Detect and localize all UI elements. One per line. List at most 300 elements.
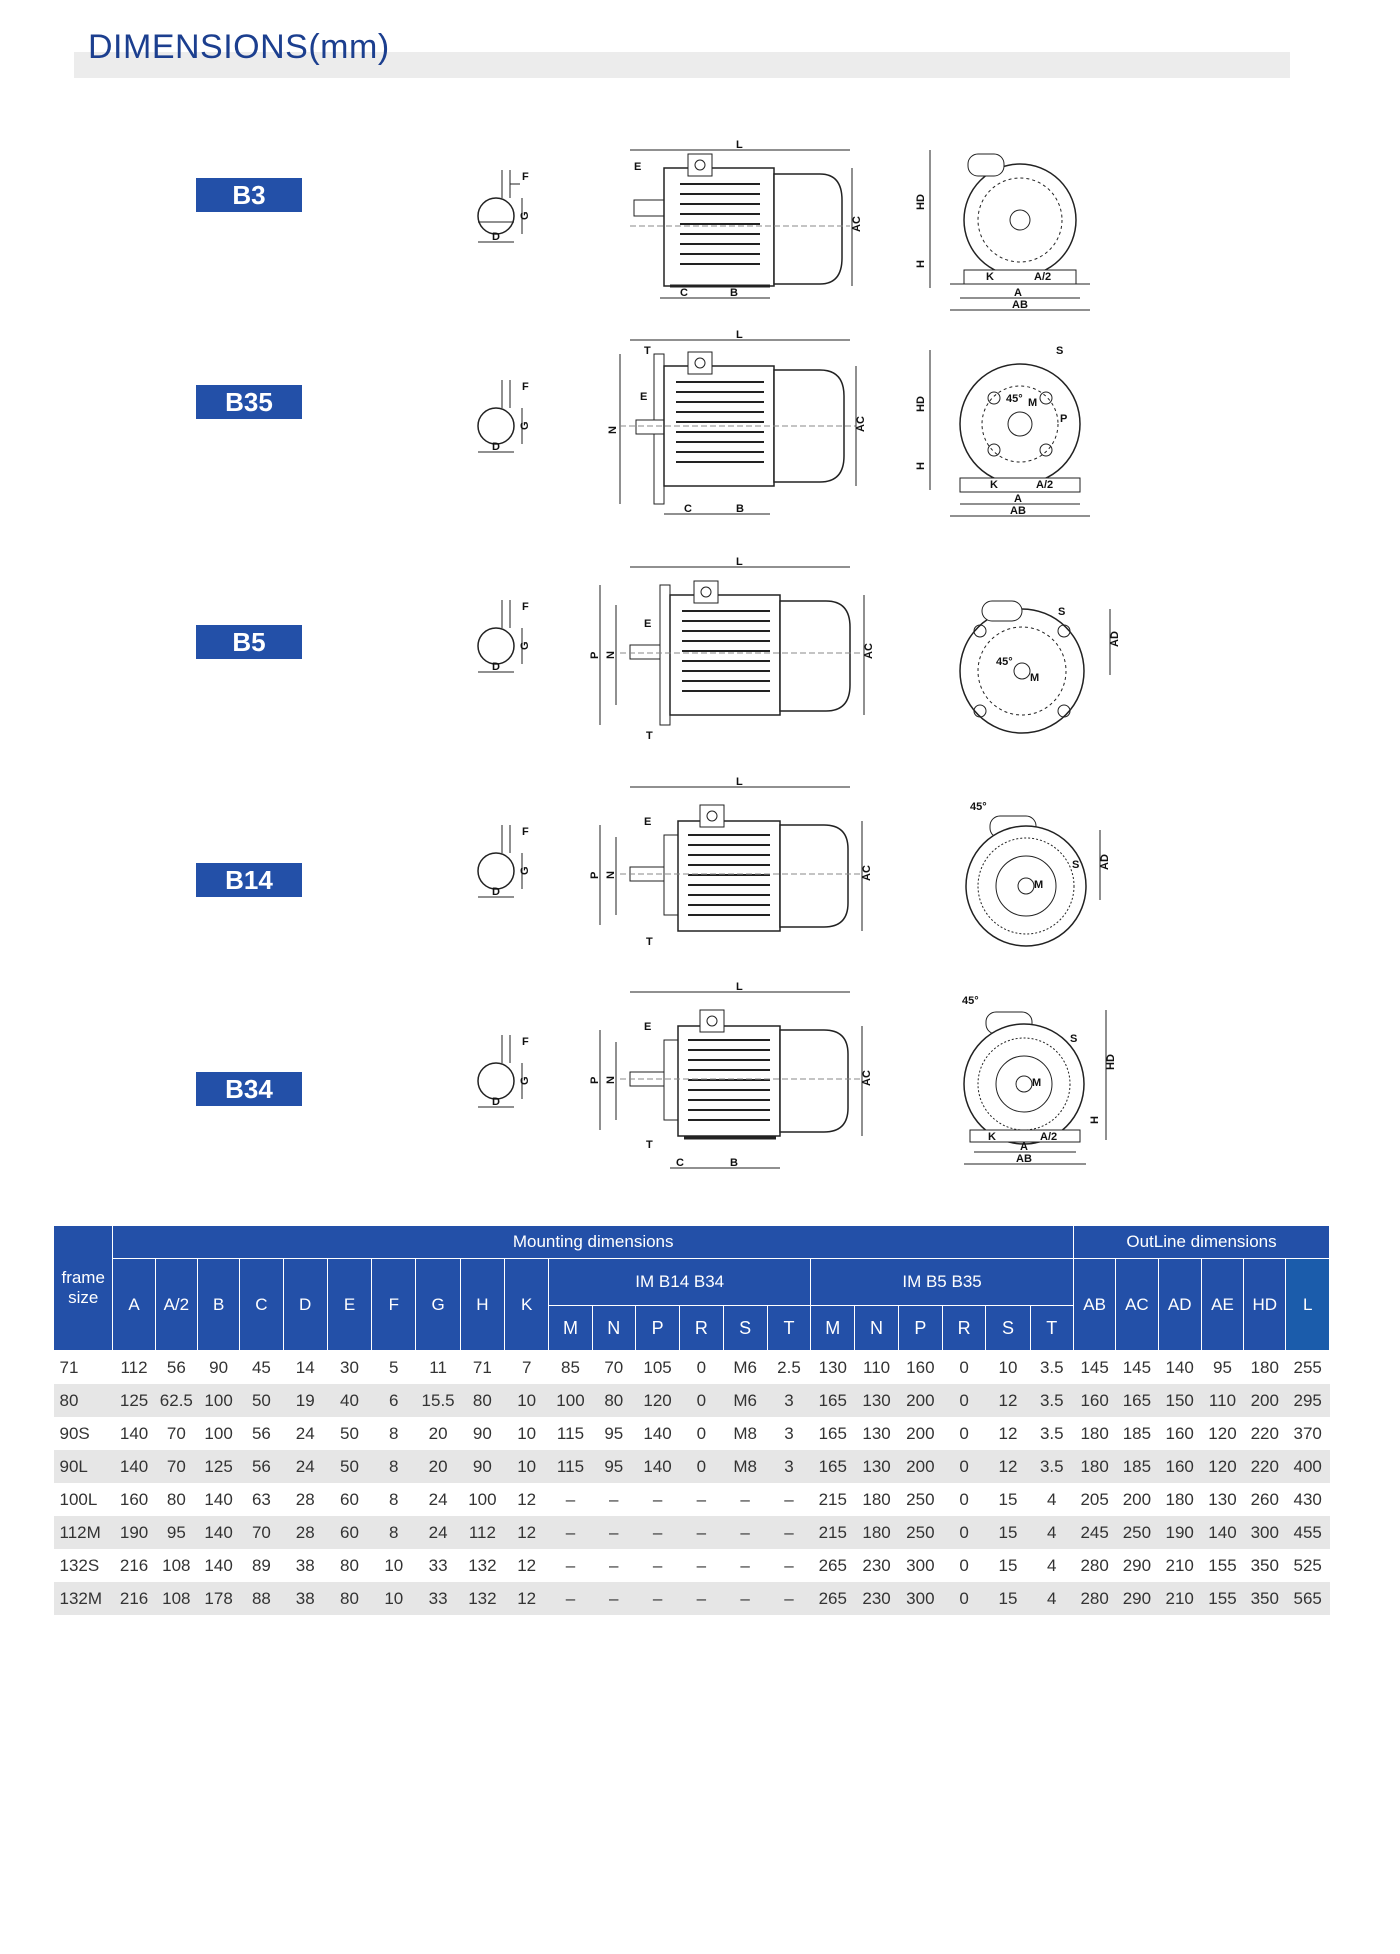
table-cell: 0 [680, 1384, 723, 1417]
frame-size-cell: 132S [59, 1555, 100, 1575]
side-view-drawing [590, 980, 890, 1180]
drawing-stroke [478, 408, 514, 444]
table-cell: 0 [959, 1423, 969, 1443]
drawing-stroke [664, 835, 678, 915]
drawing-stroke [780, 825, 848, 927]
dimensions-table [53, 1225, 1330, 1615]
dimension-label: 45° [970, 801, 987, 813]
table-cell: 250 [1116, 1516, 1158, 1549]
table-cell: – [784, 1489, 794, 1509]
table-cell: 215 [811, 1516, 855, 1549]
table-cell: 190 [113, 1516, 155, 1549]
table-cell: 290 [1116, 1582, 1158, 1615]
frame-size-cell: 71 [59, 1357, 79, 1377]
table-cell: 63 [251, 1489, 271, 1509]
table-cell: 0 [959, 1357, 969, 1377]
column-header: N [592, 1306, 635, 1351]
table-cell: 145 [1122, 1357, 1152, 1377]
table-row [54, 1351, 1330, 1385]
im-b5-b35-header: IM B5 B35 [811, 1259, 1074, 1306]
table-cell: 160 [119, 1489, 149, 1509]
table-cell: 6 [372, 1384, 416, 1417]
table-cell: – [635, 1516, 679, 1549]
dimension-label: AD [1099, 854, 1111, 870]
table-cell: 185 [1122, 1423, 1152, 1443]
table-cell: 3.5 [1039, 1357, 1064, 1377]
table-cell: 130 [818, 1357, 847, 1377]
column-header: M [811, 1306, 855, 1351]
table-cell: 112 [460, 1516, 504, 1549]
variant-badge: B14 [196, 863, 302, 897]
table-cell: 0 [696, 1357, 707, 1377]
dimension-label: N [605, 871, 617, 879]
drawing-stroke [774, 174, 842, 284]
column-header: G [416, 1259, 460, 1351]
table-cell: 120 [1208, 1423, 1237, 1443]
table-cell: 4 [1030, 1516, 1073, 1549]
table-cell: 220 [1250, 1423, 1279, 1443]
frame-size-cell: 100L [59, 1489, 98, 1509]
side-view-drawing [590, 775, 890, 965]
variant-badge: B5 [196, 625, 302, 659]
table-cell: 24 [295, 1423, 315, 1443]
dimension-label: AC [863, 643, 875, 659]
table-cell: – [549, 1582, 592, 1615]
dimension-label: F [522, 826, 529, 838]
table-cell: 200 [1122, 1489, 1152, 1509]
dimension-label: P [589, 871, 601, 879]
drawing-stroke [478, 198, 514, 234]
drawing-stroke [780, 1030, 848, 1132]
table-cell: – [680, 1516, 723, 1549]
dimension-label: HD [1105, 1054, 1117, 1070]
shaft-end-drawing [470, 1025, 540, 1135]
dimension-label: HD [915, 396, 927, 412]
table-cell: 140 [1201, 1516, 1243, 1549]
table-cell: 290 [1122, 1555, 1152, 1575]
dimension-label: N [605, 1076, 617, 1084]
table-cell: 180 [862, 1489, 891, 1509]
table-cell: 280 [1073, 1582, 1115, 1615]
table-cell: 0 [943, 1516, 986, 1549]
dimension-label: D [492, 441, 500, 453]
table-cell: 250 [898, 1516, 942, 1549]
table-cell: 350 [1250, 1555, 1279, 1575]
table-cell: – [740, 1489, 750, 1509]
frame-size-cell: 80 [54, 1384, 113, 1417]
table-cell: 50 [340, 1423, 359, 1443]
dimension-label: H [915, 260, 927, 268]
table-cell: 45 [251, 1357, 271, 1377]
dimension-label: G [519, 866, 531, 875]
drawing-stroke [780, 601, 850, 711]
dimension-label: A/2 [1040, 1131, 1058, 1143]
table-cell: 100 [197, 1384, 239, 1417]
frame-size-cell: 132M [54, 1582, 113, 1615]
table-cell: 140 [204, 1555, 233, 1575]
table-cell: 12 [986, 1384, 1030, 1417]
dimension-label: L [736, 139, 743, 151]
table-cell: 12 [998, 1423, 1018, 1443]
front-view-drawing [910, 140, 1100, 320]
dimension-label: AB [1016, 1153, 1032, 1165]
dimension-label: G [519, 641, 531, 650]
dimension-label: C [680, 287, 688, 299]
table-cell: 85 [561, 1357, 580, 1377]
table-cell: 180 [855, 1516, 898, 1549]
table-cell: 15.5 [416, 1384, 460, 1417]
table-cell: – [635, 1582, 679, 1615]
drawing-stroke [688, 352, 712, 374]
dimension-label: P [1060, 413, 1068, 425]
table-cell: 90 [460, 1450, 504, 1483]
table-cell: 265 [818, 1555, 847, 1575]
drawing-stroke [688, 154, 712, 176]
table-cell: 8 [372, 1516, 416, 1549]
table-cell: 140 [1165, 1357, 1194, 1377]
table-cell: 0 [696, 1423, 707, 1443]
column-header: T [1030, 1306, 1073, 1351]
column-header: K [505, 1259, 549, 1351]
table-cell: 155 [1208, 1555, 1237, 1575]
table-row [54, 1417, 1330, 1450]
table-cell: 160 [1165, 1423, 1194, 1443]
dimension-label: 45° [962, 995, 979, 1007]
shaft-end-drawing [470, 590, 540, 700]
dimension-label: C [684, 503, 692, 515]
table-cell: 30 [340, 1357, 359, 1377]
table-cell: 145 [1080, 1357, 1109, 1377]
column-header: B [197, 1259, 239, 1351]
table-cell: 40 [327, 1384, 371, 1417]
front-view-drawing [940, 790, 1130, 960]
table-cell: 19 [283, 1384, 327, 1417]
table-cell: – [696, 1489, 707, 1509]
table-cell: 50 [240, 1384, 283, 1417]
dimension-label: M [1028, 397, 1038, 409]
table-cell: 3 [784, 1423, 794, 1443]
table-row [54, 1516, 1330, 1549]
table-cell: 15 [998, 1555, 1018, 1575]
table-cell: 180 [1073, 1450, 1115, 1483]
table-cell: 28 [295, 1489, 315, 1509]
table-cell: 12 [505, 1516, 549, 1549]
dimension-label: AD [1109, 631, 1121, 647]
dimension-label: E [644, 816, 652, 828]
table-cell: 0 [943, 1384, 986, 1417]
table-cell: 108 [162, 1555, 191, 1575]
table-cell: 4 [1030, 1582, 1073, 1615]
outline-dimensions-header: OutLine dimensions [1073, 1226, 1329, 1259]
table-cell: 245 [1073, 1516, 1115, 1549]
table-cell: – [740, 1555, 750, 1575]
table-cell: 20 [416, 1450, 460, 1483]
table-cell: 10 [517, 1423, 537, 1443]
dimension-label: S [1056, 345, 1064, 357]
table-cell: 130 [862, 1423, 891, 1443]
front-view-drawing [910, 340, 1110, 540]
column-header: H [460, 1259, 504, 1351]
table-cell: 200 [906, 1423, 935, 1443]
table-cell: – [696, 1555, 707, 1575]
table-cell: 38 [283, 1582, 327, 1615]
table-cell: 140 [119, 1423, 149, 1443]
table-cell: 105 [643, 1357, 672, 1377]
dimension-label: L [736, 329, 743, 341]
table-cell: 56 [251, 1423, 271, 1443]
table-cell: 180 [1165, 1489, 1194, 1509]
table-cell: 0 [959, 1555, 969, 1575]
column-header: D [283, 1259, 327, 1351]
dimension-label: G [519, 1076, 531, 1085]
drawing-stroke [634, 200, 664, 216]
column-header: C [240, 1259, 283, 1351]
dimension-label: A [1020, 1141, 1028, 1153]
dimension-label: E [644, 618, 652, 630]
table-cell: 165 [818, 1423, 847, 1443]
column-header: P [635, 1306, 679, 1351]
drawing-stroke [968, 154, 1004, 176]
drawing-stroke [964, 1024, 1084, 1144]
table-cell: 120 [1201, 1450, 1243, 1483]
table-cell: – [767, 1582, 810, 1615]
column-header: AE [1201, 1259, 1243, 1351]
table-row [54, 1483, 1330, 1516]
table-cell: 100 [549, 1384, 592, 1417]
drawing-stroke [478, 1063, 514, 1099]
dimension-label: M [1034, 879, 1044, 891]
table-cell: 112 [120, 1357, 148, 1377]
drawing-stroke [700, 1010, 724, 1032]
table-cell: 2.5 [777, 1357, 801, 1377]
frame-size-cell: 90L [54, 1450, 113, 1483]
column-header: HD [1244, 1259, 1286, 1351]
table-cell: 220 [1244, 1450, 1286, 1483]
front-view-drawing [930, 990, 1130, 1180]
dimension-label: B [736, 503, 744, 515]
variant-badge: B35 [196, 385, 302, 419]
table-cell: 38 [295, 1555, 315, 1575]
drawing-stroke [670, 595, 780, 715]
table-cell: 4 [1047, 1489, 1057, 1509]
dimension-label: H [1089, 1116, 1101, 1124]
table-cell: M8 [723, 1450, 767, 1483]
table-cell: 95 [592, 1450, 635, 1483]
table-cell: 110 [863, 1357, 891, 1377]
table-cell: 3 [767, 1384, 810, 1417]
dimension-label: AC [861, 865, 873, 881]
table-cell: 95 [1213, 1357, 1232, 1377]
table-cell: 140 [204, 1489, 233, 1509]
table-cell: 3 [767, 1450, 810, 1483]
side-view-drawing [600, 330, 880, 530]
table-cell: 80 [327, 1582, 371, 1615]
table-cell: 300 [898, 1582, 942, 1615]
table-cell: 125 [197, 1450, 239, 1483]
table-cell: 140 [197, 1516, 239, 1549]
dimension-label: E [634, 161, 642, 173]
table-cell: 350 [1244, 1582, 1286, 1615]
table-cell: 10 [384, 1555, 404, 1575]
dimension-label: B [730, 1157, 738, 1169]
table-cell: 130 [1208, 1489, 1237, 1509]
frame-size-cell: 90S [59, 1423, 90, 1443]
table-cell: 56 [166, 1357, 186, 1377]
table-cell: 24 [428, 1489, 448, 1509]
drawing-stroke [478, 628, 514, 664]
dimension-label: E [640, 391, 648, 403]
table-cell: 130 [855, 1450, 898, 1483]
table-cell: 255 [1293, 1357, 1322, 1377]
table-row [54, 1549, 1330, 1582]
table-cell: 125 [113, 1384, 155, 1417]
dimension-label: F [522, 601, 529, 613]
table-cell: 24 [283, 1450, 327, 1483]
table-cell: 89 [251, 1555, 271, 1575]
column-header: A [113, 1259, 155, 1351]
dimension-label: F [522, 171, 529, 183]
table-cell: 525 [1293, 1555, 1322, 1575]
table-cell: 280 [1080, 1555, 1109, 1575]
table-cell: 15 [986, 1582, 1030, 1615]
column-header: AC [1116, 1259, 1158, 1351]
column-header: AB [1073, 1259, 1115, 1351]
table-cell: 130 [855, 1384, 898, 1417]
variant-badge: B3 [196, 178, 302, 212]
table-cell: 0 [959, 1489, 969, 1509]
drawing-stroke [960, 609, 1084, 733]
dimension-label: S [1058, 606, 1066, 618]
table-cell: 160 [1158, 1450, 1201, 1483]
dimension-label: L [736, 776, 743, 788]
table-cell: 60 [327, 1516, 371, 1549]
im-b14-b34-header: IM B14 B34 [549, 1259, 811, 1306]
table-cell: 10 [505, 1384, 549, 1417]
table-cell: 10 [372, 1582, 416, 1615]
table-cell: 80 [592, 1384, 635, 1417]
dimension-label: N [605, 651, 617, 659]
table-cell: 160 [1073, 1384, 1115, 1417]
dimension-label: AB [1012, 299, 1028, 311]
table-cell: 165 [811, 1450, 855, 1483]
table-cell: – [609, 1555, 619, 1575]
table-cell: 70 [240, 1516, 283, 1549]
drawing-stroke [964, 270, 1076, 284]
table-cell: 33 [416, 1582, 460, 1615]
dimension-label: B [730, 287, 738, 299]
frame-size-header: frame size [54, 1226, 113, 1351]
dimension-label: AC [855, 416, 867, 432]
table-cell: 20 [428, 1423, 448, 1443]
mounting-dimensions-header: Mounting dimensions [113, 1226, 1074, 1259]
column-header: M [549, 1306, 592, 1351]
dimension-label: G [519, 421, 531, 430]
table-cell: 24 [416, 1516, 460, 1549]
drawing-stroke [700, 805, 724, 827]
table-cell: 180 [1080, 1423, 1109, 1443]
table-cell: 5 [389, 1357, 399, 1377]
table-cell: 120 [635, 1384, 679, 1417]
column-header: S [723, 1306, 767, 1351]
table-cell: 8 [389, 1489, 399, 1509]
column-header: T [767, 1306, 810, 1351]
table-cell: 4 [1047, 1555, 1057, 1575]
table-cell: – [652, 1489, 663, 1509]
dimension-label: M [1030, 672, 1040, 684]
drawing-stroke [694, 581, 718, 603]
table-cell: 210 [1165, 1555, 1194, 1575]
table-cell: 200 [898, 1450, 942, 1483]
table-cell: 95 [155, 1516, 197, 1549]
drawing-stroke [636, 420, 664, 434]
table-cell: M6 [723, 1384, 767, 1417]
dimension-label: HD [915, 194, 927, 210]
table-cell: – [652, 1555, 663, 1575]
table-cell: 10 [998, 1357, 1018, 1377]
dimension-label: P [589, 651, 601, 659]
table-cell: 190 [1158, 1516, 1201, 1549]
table-cell: 140 [635, 1450, 679, 1483]
drawing-stroke [966, 826, 1086, 946]
table-cell: 7 [521, 1357, 532, 1377]
table-cell: 80 [340, 1555, 359, 1575]
table-cell: 12 [505, 1582, 549, 1615]
table-cell: 12 [986, 1450, 1030, 1483]
table-row [54, 1582, 1330, 1615]
table-cell: 0 [680, 1450, 723, 1483]
table-body [54, 1351, 1330, 1616]
table-cell: 3.5 [1039, 1423, 1064, 1443]
table-cell: 132 [460, 1582, 504, 1615]
variant-badge: B34 [196, 1072, 302, 1106]
column-header: L [1286, 1259, 1330, 1351]
dimension-label: L [736, 981, 743, 993]
table-cell: 260 [1250, 1489, 1279, 1509]
table-cell: 115 [549, 1450, 592, 1483]
table-cell: 178 [197, 1582, 239, 1615]
table-cell: 12 [517, 1489, 537, 1509]
table-cell: 100 [468, 1489, 497, 1509]
dimension-label: F [522, 1036, 529, 1048]
table-cell: 70 [604, 1357, 624, 1377]
table-cell: – [549, 1516, 592, 1549]
drawing-stroke [664, 168, 774, 286]
table-cell: 215 [818, 1489, 847, 1509]
dimension-label: D [492, 886, 500, 898]
table-cell: M8 [733, 1423, 757, 1443]
dimension-label: G [519, 211, 531, 220]
table-cell: 400 [1286, 1450, 1330, 1483]
table-cell: 455 [1286, 1516, 1330, 1549]
table-cell: 230 [855, 1582, 898, 1615]
column-header: S [986, 1306, 1030, 1351]
table-cell: 110 [1201, 1384, 1243, 1417]
column-header: R [943, 1306, 986, 1351]
table-cell: 108 [155, 1582, 197, 1615]
table-cell: 88 [240, 1582, 283, 1615]
dimension-label: H [915, 462, 927, 470]
table-cell: 70 [155, 1450, 197, 1483]
dimension-label: D [492, 661, 500, 673]
drawing-stroke [478, 853, 514, 889]
table-cell: – [565, 1489, 576, 1509]
table-cell: 180 [1250, 1357, 1279, 1377]
table-cell: 300 [1244, 1516, 1286, 1549]
table-cell: 230 [862, 1555, 891, 1575]
drawing-stroke [664, 1040, 678, 1120]
table-cell: 56 [240, 1450, 283, 1483]
column-header: E [327, 1259, 371, 1351]
